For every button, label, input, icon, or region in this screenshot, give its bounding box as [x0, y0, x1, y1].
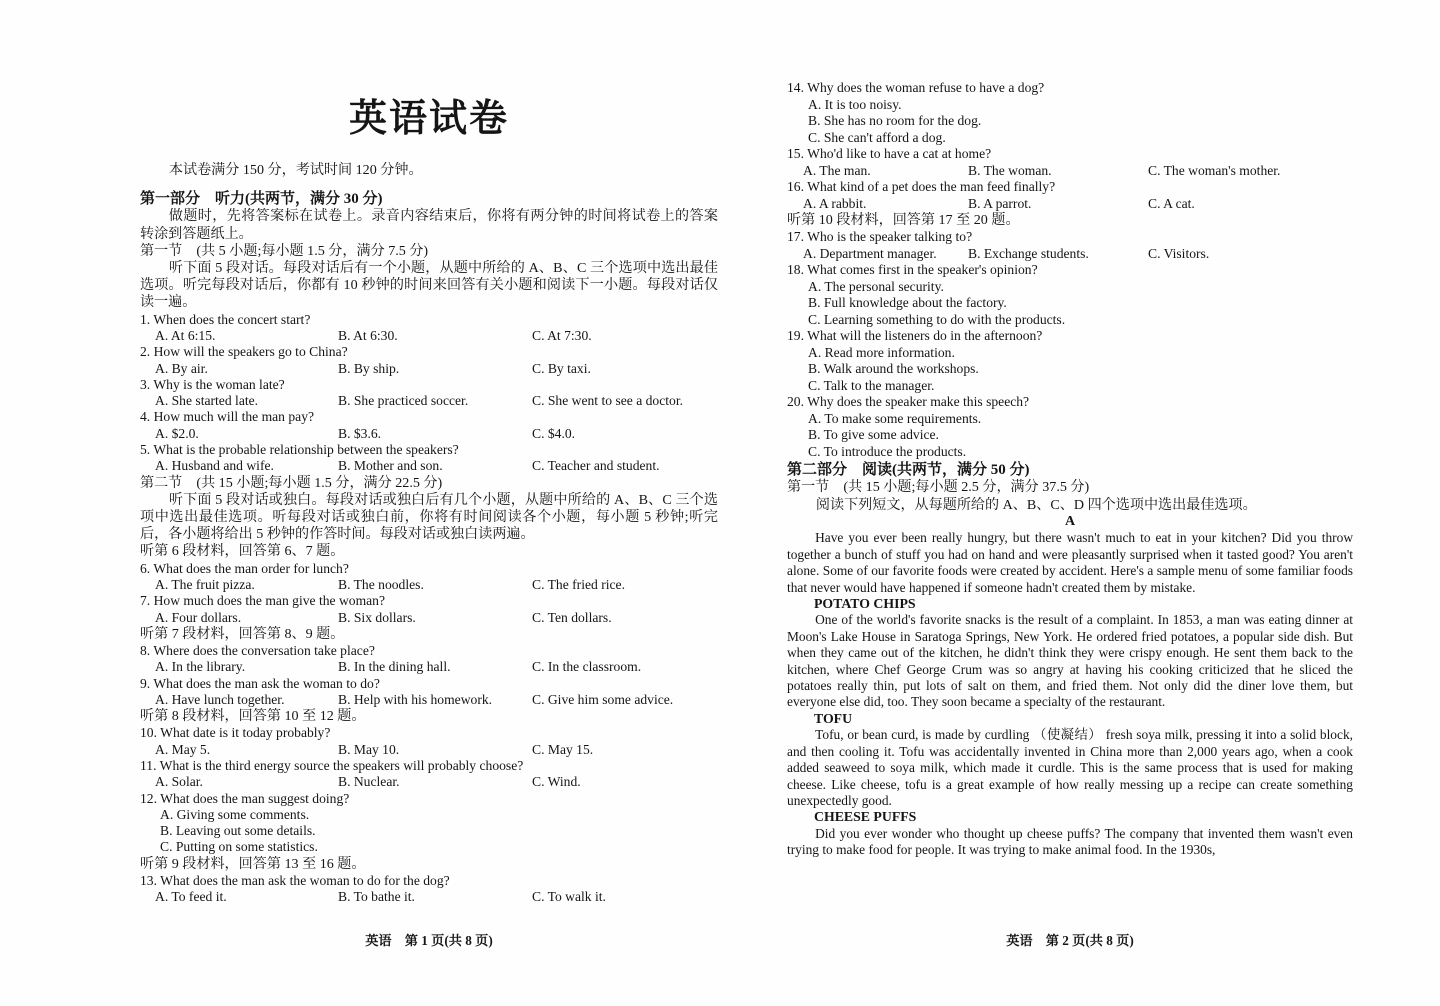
option-c: C. Teacher and student. — [532, 458, 660, 474]
option-a: A. In the library. — [155, 659, 246, 675]
question-stem: 11. What is the third energy source the speakers will probably choose? — [140, 757, 524, 773]
option-b: B. Mother and son. — [338, 458, 443, 474]
option-c: C. The fried rice. — [532, 576, 625, 592]
option-b: B. Six dollars. — [338, 609, 416, 625]
question-stem: 10. What date is it today probably? — [140, 725, 331, 741]
option-c: C. At 7:30. — [532, 327, 592, 343]
page-footer: 英语 第 1 页(共 8 页) — [365, 933, 493, 948]
question-block — [787, 328, 1353, 394]
option-b: B. A parrot. — [968, 195, 1032, 211]
question-block — [140, 758, 718, 791]
question-stem: 18. What comes first in the speaker's opinion? — [787, 262, 1038, 278]
question-block — [787, 179, 1353, 212]
passage-paragraph: Tofu, or bean curd, is made by curdling （使凝结） fresh soya milk, pressing it into a solid block, and then cooling it. Tofu was accidentally invented in China more than 2,000 years ago, when a cook added seaweed to soya milk, which made it curdle. This is the same process that is used for making cheese. Like cheese, tofu is a great example of how really messing up a recipe can create something unexpectedly good. — [787, 727, 1353, 808]
question-block — [787, 80, 1353, 146]
question-block — [140, 643, 718, 676]
question-stem: 8. Where does the conversation take place? — [140, 643, 375, 658]
passage-subtitle: TOFU — [814, 710, 853, 726]
option-c: C. Putting on some statistics. — [160, 839, 318, 855]
question-block — [140, 344, 718, 377]
options-row — [140, 659, 718, 675]
question-block — [140, 442, 718, 475]
question-block — [140, 873, 718, 906]
option-a: A. A rabbit. — [803, 195, 867, 211]
question-stem: 17. Who is the speaker talking to? — [787, 229, 973, 245]
options-row — [140, 393, 718, 409]
question-stem: 19. What will the listeners do in the afternoon? — [787, 328, 1043, 344]
question-block — [787, 146, 1353, 179]
section-heading: 第二节 (共 15 小题;每小题 1.5 分，满分 22.5 分) — [140, 474, 443, 491]
material-instruction: 听第 7 段材料，回答第 8、9 题。 — [140, 625, 345, 642]
option-c: C. To walk it. — [532, 889, 606, 905]
option-b: B. The noodles. — [338, 576, 424, 592]
option-a: A. Giving some comments. — [160, 806, 310, 822]
option-a: A. Department manager. — [803, 245, 937, 261]
options-row — [140, 577, 718, 593]
part-heading: 第二部分 阅读(共两节，满分 50 分) — [787, 462, 1030, 479]
option-b: B. Nuclear. — [338, 774, 400, 790]
instructions-paragraph: 阅读下列短文，从每题所给的 A、B、C、D 四个选项中选出最佳选项。 — [815, 496, 1257, 513]
option-b: B. To bathe it. — [338, 889, 415, 905]
option-b: B. To give some advice. — [808, 427, 939, 443]
options-row — [787, 246, 1353, 263]
option-a: A. It is too noisy. — [808, 96, 902, 112]
option-a: A. Read more information. — [808, 344, 955, 360]
option-c: C. $4.0. — [532, 425, 576, 441]
question-block — [140, 312, 718, 345]
passage-paragraph: One of the world's favorite snacks is the result of a complaint. In 1853, a man was eating dinner at Moon's Lake House in Saratoga Springs, New York. He ordered fried potatoes, a popular side dish. But when they came out of the kitchen, he didn't think they were crispy enough. He sent them back to the kitchen, where Chef George Crum was so angry at having his cooking criticized that he sliced the potatoes really thin, put lots of salt on them, and fried them. Not only did the diner love them, but everyone else did, too. They soon became a specialty of the restaurant. — [787, 612, 1353, 710]
question-stem: 16. What kind of a pet does the man feed finally? — [787, 179, 1056, 194]
option-b: B. The woman. — [968, 162, 1052, 178]
options-row — [140, 742, 718, 758]
option-a: A. By air. — [155, 360, 208, 376]
option-c: C. Visitors. — [1148, 245, 1210, 261]
question-block — [140, 593, 718, 626]
option-b: B. Leaving out some details. — [160, 823, 316, 839]
instructions-paragraph: 听下面 5 段对话或独白。每段对话或独白后有几个小题，从题中所给的 A、B、C 三个选项中选出最佳选项。听每段对话或独白前，你将有时间阅读各个小题，每小题 5 秒钟;听完后，各小题将给出 5 秒钟的作答时间。每段对话或独白读两遍。 — [140, 491, 718, 543]
exam-info-line: 本试卷满分 150 分，考试时间 120 分钟。 — [168, 162, 423, 178]
option-b: B. She has no room for the dog. — [808, 113, 982, 128]
option-c: C. Give him some advice. — [532, 691, 674, 707]
page-footer: 英语 第 2 页(共 8 页) — [1006, 933, 1134, 948]
material-instruction: 听第 8 段材料，回答第 10 至 12 题。 — [140, 708, 366, 725]
options-row — [140, 889, 718, 905]
question-block — [140, 791, 718, 856]
option-b: B. Full knowledge about the factory. — [808, 295, 1007, 311]
exam-page-1 — [140, 0, 718, 1006]
question-stem: 5. What is the probable relationship between the speakers? — [140, 442, 459, 457]
option-a: A. At 6:15. — [155, 327, 216, 343]
passage-label: A — [1064, 513, 1076, 529]
question-stem: 3. Why is the woman late? — [140, 376, 285, 392]
option-b: B. May 10. — [338, 741, 400, 757]
instructions-paragraph: 做题时，先将答案标在试卷上。录音内容结束后，你将有两分钟的时间将试卷上的答案转涂到答题纸上。 — [140, 208, 718, 242]
option-b: B. Walk around the workshops. — [808, 361, 979, 377]
instructions-paragraph: 听下面 5 段对话。每段对话后有一个小题，从题中所给的 A、B、C 三个选项中选出最佳选项。听完每段对话后，你都有 10 秒钟的时间来回答有关小题和阅读下一小题。每段对话仅读一遍。 — [140, 260, 718, 311]
option-a: A. Solar. — [155, 774, 203, 790]
passage-paragraph: Have you ever been really hungry, but there wasn't much to eat in your kitchen? Did you throw together a bunch of stuff you had on hand and were pleasantly surprised when it tasted good? You aren't alone. Some of our favorite foods were created by accident. Here's a sample menu of some familiar foods that never would have happened if someone hadn't created them by mistake. — [787, 530, 1353, 595]
question-stem: 13. What does the man ask the woman to do for the dog? — [140, 872, 450, 888]
option-c: C. By taxi. — [532, 360, 591, 376]
option-c: C. A cat. — [1148, 195, 1195, 211]
options-row — [140, 426, 718, 442]
question-stem: 2. How will the speakers go to China? — [140, 344, 348, 360]
option-c: C. Wind. — [532, 774, 581, 790]
option-a: A. $2.0. — [155, 425, 199, 441]
question-block — [140, 725, 718, 758]
question-stem: 4. How much will the man pay? — [140, 409, 315, 425]
question-block — [787, 229, 1353, 262]
option-b: B. Exchange students. — [968, 245, 1089, 261]
option-a: A. Four dollars. — [155, 609, 242, 625]
question-block — [140, 377, 718, 410]
option-a: A. The personal security. — [808, 278, 944, 294]
option-c: C. In the classroom. — [532, 659, 642, 675]
passage-subtitle: POTATO CHIPS — [814, 595, 916, 611]
option-b: B. She practiced soccer. — [338, 393, 469, 409]
exam-page-2 — [787, 0, 1353, 1006]
option-a: A. The fruit pizza. — [155, 576, 255, 592]
option-c: C. She can't afford a dog. — [808, 129, 946, 145]
option-c: C. The woman's mother. — [1148, 162, 1281, 178]
section-heading: 第一节 (共 15 小题;每小题 2.5 分，满分 37.5 分) — [787, 479, 1090, 496]
options-row — [787, 163, 1353, 180]
question-block — [787, 262, 1353, 328]
question-stem: 14. Why does the woman refuse to have a dog? — [787, 80, 1045, 95]
question-stem: 12. What does the man suggest doing? — [140, 790, 350, 806]
section-heading: 第一节 (共 5 小题;每小题 1.5 分，满分 7.5 分) — [140, 242, 429, 259]
option-c: C. She went to see a doctor. — [532, 393, 684, 409]
question-stem: 6. What does the man order for lunch? — [140, 560, 349, 576]
option-a: A. Have lunch together. — [155, 691, 285, 707]
material-instruction: 听第 10 段材料，回答第 17 至 20 题。 — [787, 212, 1020, 228]
part-heading: 第一部分 听力(共两节，满分 30 分) — [140, 191, 383, 208]
option-c: C. Ten dollars. — [532, 609, 612, 625]
question-stem: 15. Who'd like to have a cat at home? — [787, 146, 992, 161]
option-b: B. Help with his homework. — [338, 691, 493, 707]
options-row — [140, 610, 718, 626]
option-b: B. In the dining hall. — [338, 659, 451, 675]
option-a: A. To feed it. — [155, 889, 227, 905]
options-row — [140, 458, 718, 474]
options-row — [140, 774, 718, 790]
option-c: C. Talk to the manager. — [808, 377, 935, 393]
question-stem: 1. When does the concert start? — [140, 311, 311, 327]
passage-paragraph: Did you ever wonder who thought up cheese puffs? The company that invented them wasn't even trying to make food for people. It was trying to make animal food. In the 1930s, — [787, 825, 1353, 858]
option-c: C. To introduce the products. — [808, 443, 967, 459]
option-a: A. Husband and wife. — [155, 458, 274, 474]
question-stem: 9. What does the man ask the woman to do? — [140, 675, 380, 691]
document-title: 英语试卷 — [348, 98, 509, 140]
option-a: A. To make some requirements. — [808, 410, 982, 426]
options-row — [140, 328, 718, 344]
passage-subtitle: CHEESE PUFFS — [814, 809, 917, 825]
option-b: B. $3.6. — [338, 425, 382, 441]
option-a: A. The man. — [803, 162, 871, 178]
options-row — [140, 361, 718, 377]
question-stem: 20. Why does the speaker make this speech? — [787, 394, 1030, 410]
material-instruction: 听第 6 段材料，回答第 6、7 题。 — [140, 543, 345, 560]
material-instruction: 听第 9 段材料，回答第 13 至 16 题。 — [140, 855, 366, 872]
option-a: A. May 5. — [155, 741, 211, 757]
option-b: B. At 6:30. — [338, 327, 398, 343]
option-a: A. She started late. — [155, 393, 259, 409]
question-block — [787, 394, 1353, 460]
question-stem: 7. How much does the man give the woman? — [140, 593, 386, 609]
question-block — [140, 409, 718, 442]
options-row — [140, 692, 718, 708]
option-c: C. Learning something to do with the products. — [808, 311, 1066, 327]
options-row — [787, 196, 1353, 213]
question-block — [140, 676, 718, 709]
question-block — [140, 561, 718, 594]
option-c: C. May 15. — [532, 741, 594, 757]
option-b: B. By ship. — [338, 360, 400, 376]
